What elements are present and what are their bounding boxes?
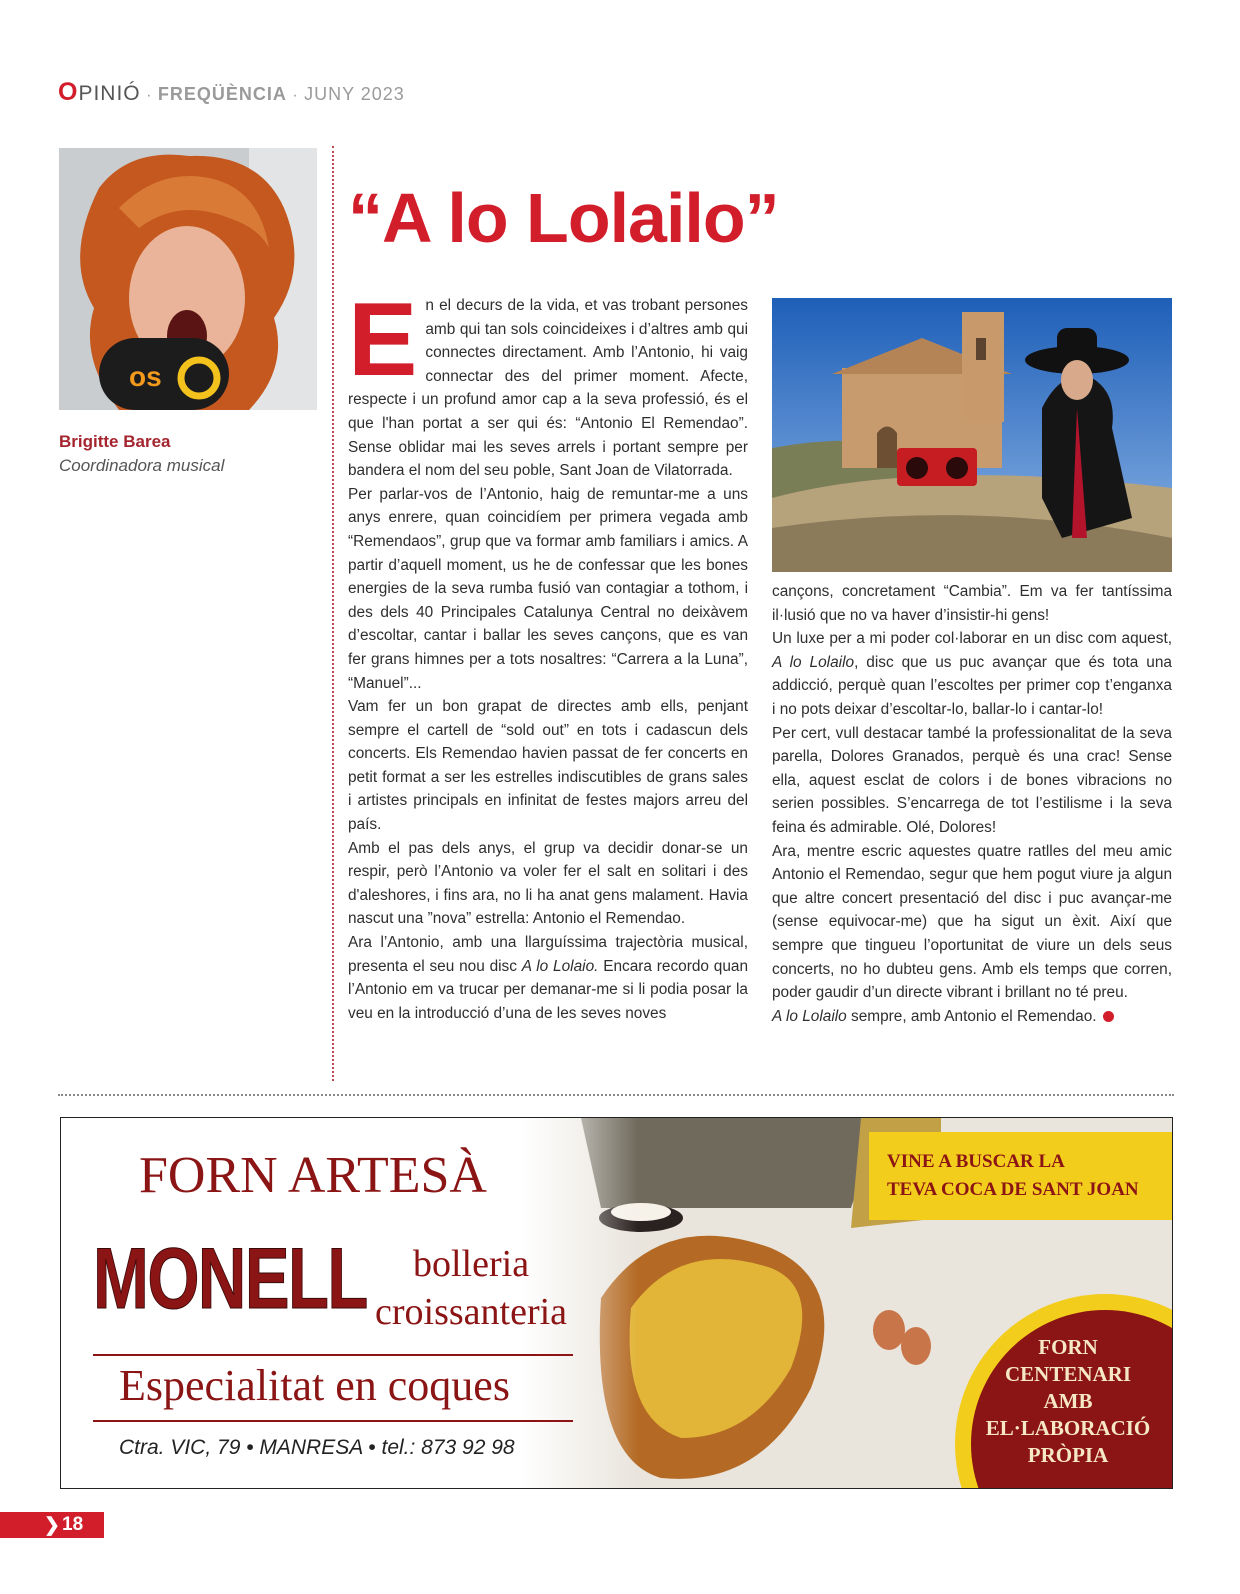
article-column-2 xyxy=(772,580,1172,1028)
ad-subtitle-2: croissanteria xyxy=(375,1291,568,1333)
paragraph-3: Vam fer un bon grapat de directes amb ells, penjant sempre el cartell de “sold out” en tots i cadascun dels concerts. Els Remendao havien passat de fer concerts en petit format a ser les estrelles indiscutibles de grans sales i artistes principals en infinitat de festes majors arreu del país. xyxy=(348,698,748,834)
ad-badge-line-5: PRÒPIA xyxy=(1027,1443,1109,1467)
paragraph-5-text-a: Ara l’Antonio, amb una llarguíssima trajectòria musical, presenta el seu nou disc xyxy=(348,934,748,975)
paragraph-10 xyxy=(772,1005,1172,1029)
svg-text:os: os xyxy=(129,361,162,392)
ad-badge-line-1: FORN xyxy=(1038,1335,1098,1359)
ad-badge-text xyxy=(975,1334,1161,1469)
header-separator: · xyxy=(140,87,158,104)
section-initial: O xyxy=(58,78,79,106)
column-divider xyxy=(332,146,334,1081)
ad-banner-text xyxy=(887,1148,1139,1204)
paragraph-6: cançons, concretament “Cambia”. Em va fer tantíssima il·lusió que no va haver d’insistir-hi gens! xyxy=(772,583,1172,624)
section-header xyxy=(58,78,405,107)
paragraph-5-text-b: Encara recordo quan l’Antonio em va trucar per demanar-me si li podia posar la veu en la introducció d’una de les seves noves xyxy=(348,957,749,1022)
drop-cap: E xyxy=(348,282,418,398)
author-name: Brigitte Barea xyxy=(59,432,171,451)
ad-title: FORN ARTESÀ xyxy=(139,1147,487,1204)
ad-badge-line-4: EL·LABORACIÓ xyxy=(985,1416,1151,1440)
paragraph-10-text: sempre, amb Antonio el Remendao. xyxy=(846,1007,1097,1025)
ad-specialty: Especialitat en coques xyxy=(119,1361,510,1410)
paragraph-8: Per cert, vull destacar també la professionalitat de la seva parella, Dolores Granados, perquè és una crac! Sense ella, aquest esclat de colors i de bones vibracions no serien possibles. S’encarrega de tot l’estilisme i la seva feina és admirable. Olé, Dolores! xyxy=(772,724,1172,836)
album-title-2: A lo Lolailo xyxy=(772,653,855,671)
ad-badge-line-2: CENTENARI xyxy=(1004,1362,1132,1386)
chevron-right-icon: ❯ xyxy=(44,1515,60,1536)
paragraph-9: Ara, mentre escric aquestes quatre ratlles del meu amic Antonio el Remendao, segur que hem pogut viure ja algun que altre concert presentació del disc i puc avançar-me (sense equivocar-me) que ha sigut un èxit. Així que sempre que tingueu l’oportunitat de viure un dels seus concerts, no ho dubteu gens. Amb els temps que corren, poder gaudir d’un directe vibrant i brillant no té preu. xyxy=(772,842,1172,1002)
article-column-1 xyxy=(348,282,749,1025)
ad-banner-line-1: VINE A BUSCAR LA xyxy=(887,1151,1065,1172)
ad-rule-bottom xyxy=(93,1420,573,1422)
paragraph-2: Per parlar-vos de l’Antonio, haig de remuntar-me a uns anys enrere, quan coincidíem per primera vegada amb “Remendaos”, grup que va formar amb familiars i amics. A partir d’aquell moment, us he de confessar que les bones energies de la seva rumba fusió van contagiar a tothom, i des dels 40 Principales Catalunya Central no deixàvem d’escoltar, cantar i ballar les seves cançons, que es van fer grans himnes per a tots nosaltres: “Carrera a la Luna”, “Manuel”... xyxy=(348,485,748,692)
album-title-3: A lo Lolailo xyxy=(772,1007,847,1025)
section-name: PINIÓ xyxy=(78,82,141,105)
header-separator-2: · xyxy=(286,87,305,104)
publication-name: FREQÜÈNCIA xyxy=(157,84,287,104)
page-number: 18 xyxy=(62,1514,84,1535)
paragraph-4: Amb el pas dels anys, el grup va decidir donar-se un respir, però l’Antonio va voler fer el salt en solitari i des d'aleshores, i fins ara, no li ha anat gens malament. Havia nascut una ”nova” estrella: Antonio el Remendao. xyxy=(348,839,748,928)
ad-badge-line-3: AMB xyxy=(1043,1389,1093,1413)
ad-banner-line-2: TEVA COCA DE SANT JOAN xyxy=(887,1179,1139,1200)
paragraph-5 xyxy=(348,931,748,1025)
issue-date: JUNY 2023 xyxy=(304,84,405,104)
section-separator xyxy=(58,1094,1174,1096)
author-role: Coordinadora musical xyxy=(59,456,225,475)
ad-brand-logo: MONELL xyxy=(93,1231,367,1327)
paragraph-1-text: n el decurs de la vida, et vas trobant persones amb qui tan sols coincideixes i d’altres amb qui connectes directament. Amb l’Antonio, hi vaig connectar des del primer moment. Afecte, respecte i un profund amor cap a la seva professió, és el que l'han portat a ser qui és: “Antonio El Remendao”. Sense oblidar mai les seves arrels i portant sempre per bandera el nom del seu poble, Sant Joan de Vilatorrada. xyxy=(348,297,748,480)
article-photo xyxy=(772,298,1172,572)
end-mark-icon xyxy=(1103,1011,1114,1022)
album-title: A lo Lolaio. xyxy=(521,957,599,975)
paragraph-1 xyxy=(348,282,748,483)
author-photo xyxy=(59,148,317,410)
ad-rule-top xyxy=(93,1354,573,1356)
ad-subtitle-1: bolleria xyxy=(413,1243,530,1285)
paragraph-7-text-a: Un luxe per a mi poder col·laborar en un disc com aquest, xyxy=(772,630,1172,648)
ad-address: Ctra. VIC, 79 • MANRESA • tel.: 873 92 98 xyxy=(119,1436,515,1459)
paragraph-7 xyxy=(772,627,1172,721)
paragraph-7-text-b: , disc que us puc avançar que és tota una addicció, perquè quan l’escoltes per primer cop t’enganxa i no pots deixar d’escoltar-lo, ballar-lo i cantar-lo! xyxy=(772,653,1172,718)
article-title: “A lo Lolailo” xyxy=(348,179,779,257)
advertisement xyxy=(60,1117,1173,1489)
